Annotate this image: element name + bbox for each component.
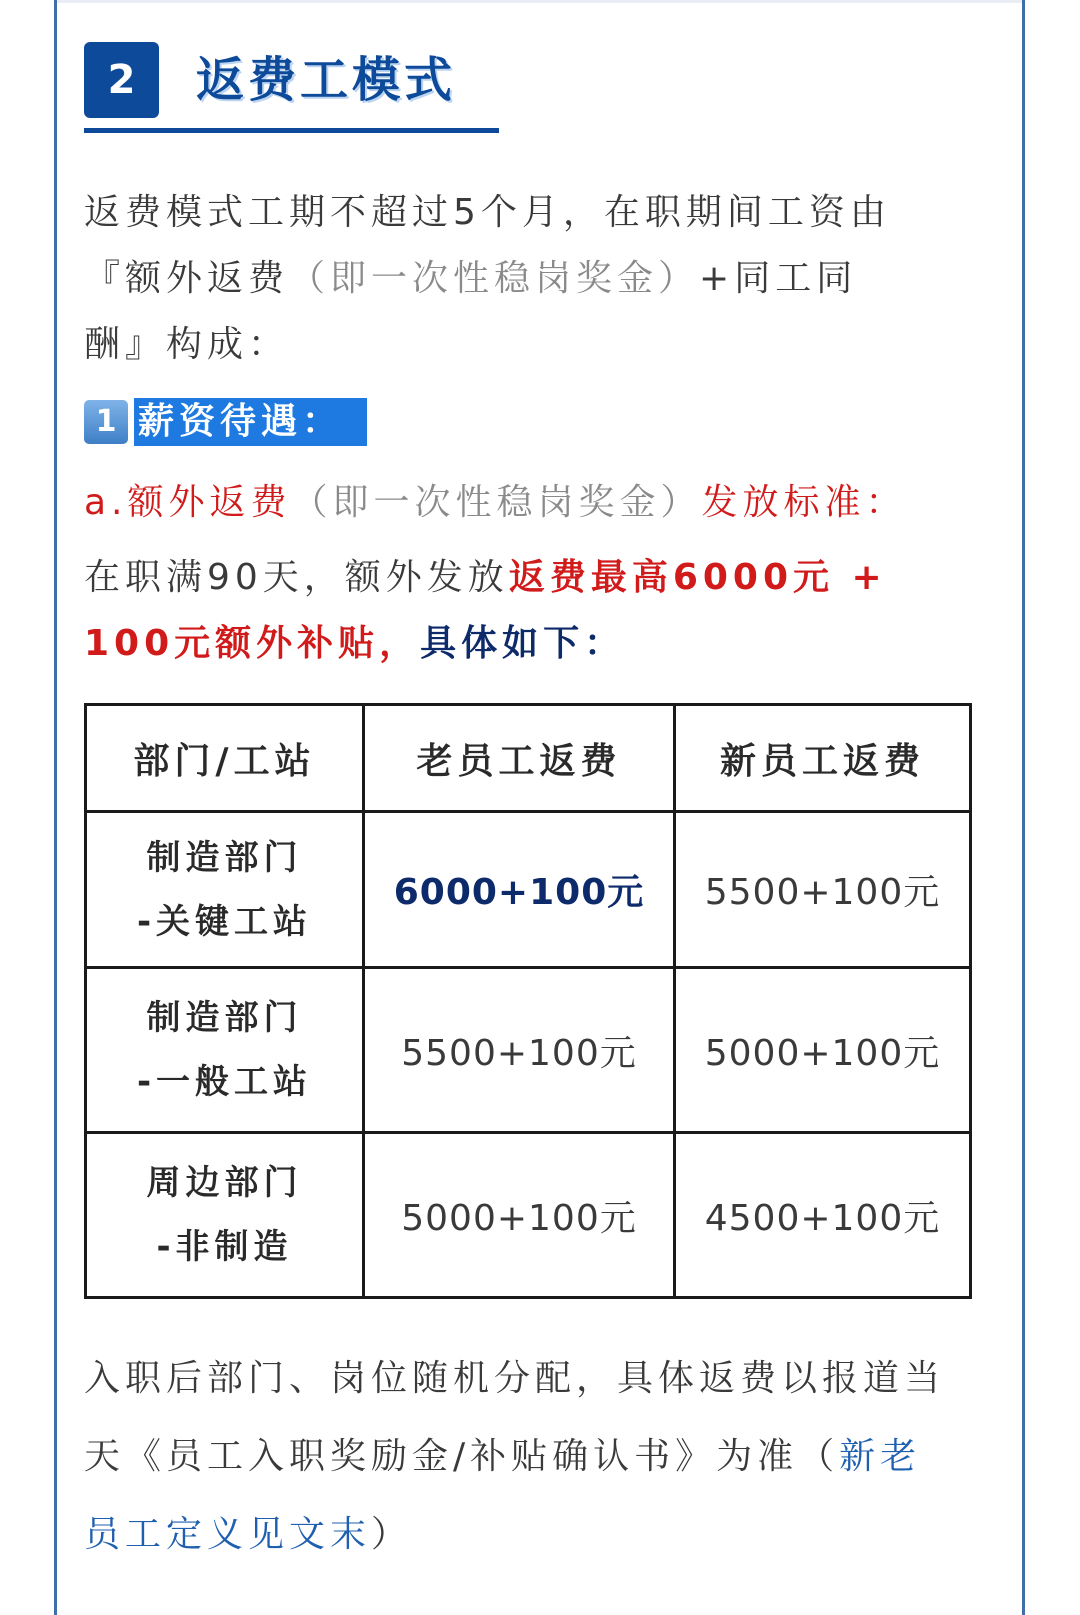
intro-line-2-paren: （即一次性稳岗奖金） [289,258,700,299]
standard-suffix: 发放标准： [701,482,907,523]
intro-line-2-tail: +同工同 [699,258,858,299]
note-line-3 [84,1496,996,1574]
table-row [86,968,971,1133]
salary-subheading [84,398,367,446]
salary-subheading-label: 薪资待遇： [134,398,367,446]
intro-line-3: 酬』构成： [84,324,290,365]
standard-paren: （即一次性稳岗奖金） [291,482,702,523]
dept-name: 周边部门 [146,1163,303,1203]
refund-table [84,703,972,1299]
table-cell-new: 4500+100元 [675,1133,971,1298]
table-cell-new: 5500+100元 [675,812,971,968]
condition-highlight-b: 100元额外补贴， [84,623,421,664]
table-cell-dept [86,812,364,968]
condition-tail: 具体如下： [420,623,626,664]
intro-line-2-open: 『额外返费 [84,258,290,299]
definition-link-end[interactable]: 员工定义见文末 [84,1514,372,1555]
note-line-2-main: 天《员工入职奖励金/补贴确认书》为准（ [84,1436,840,1477]
condition-lead: 在职满90天，额外发放 [84,557,509,598]
table-header-old: 老员工返费 [364,705,675,812]
dept-name: 制造部门 [146,837,303,878]
definition-link-start[interactable]: 新老 [839,1436,922,1477]
card-right-border [1022,0,1025,1615]
condition-line-2 [84,611,996,677]
table-row [86,812,971,968]
condition-line-1 [84,545,996,611]
dept-station: -非制造 [156,1227,293,1267]
table-row [86,1133,971,1298]
condition-paragraph [84,545,996,677]
note-line-1: 入职后部门、岗位随机分配，具体返费以报道当 [84,1358,946,1399]
standard-line [84,470,996,536]
standard-prefix: a.额外返费 [84,482,292,523]
dept-station: -关键工站 [136,901,313,942]
table-header-new: 新员工返费 [675,705,971,812]
intro-line-2 [84,246,996,312]
table-header-dept: 部门/工站 [86,705,364,812]
note-paragraph [84,1340,996,1574]
table-cell-old: 5500+100元 [364,968,675,1133]
intro-paragraph [84,180,996,378]
dept-station: -一般工站 [136,1062,313,1102]
table-cell-new: 5000+100元 [675,968,971,1133]
section-underline [84,128,499,133]
table-header-row [86,705,971,812]
dept-name: 制造部门 [146,998,303,1038]
table-cell-old: 6000+100元 [364,812,675,968]
note-line-3-tail: ） [371,1514,413,1555]
keycap-one-icon: 1 [84,400,128,444]
section-heading [84,40,499,136]
note-line-2 [84,1418,996,1496]
intro-line-1: 返费模式工期不超过5个月，在职期间工资由 [84,192,891,233]
table-cell-dept [86,1133,364,1298]
table-cell-dept [86,968,364,1133]
card-top-border [54,0,1025,3]
card-left-border [54,0,57,1615]
section-title: 返费工模式 [196,52,457,108]
table-cell-old: 5000+100元 [364,1133,675,1298]
section-number-badge: 2 [84,42,159,118]
condition-highlight-a: 返费最高6000元 + [508,557,887,598]
